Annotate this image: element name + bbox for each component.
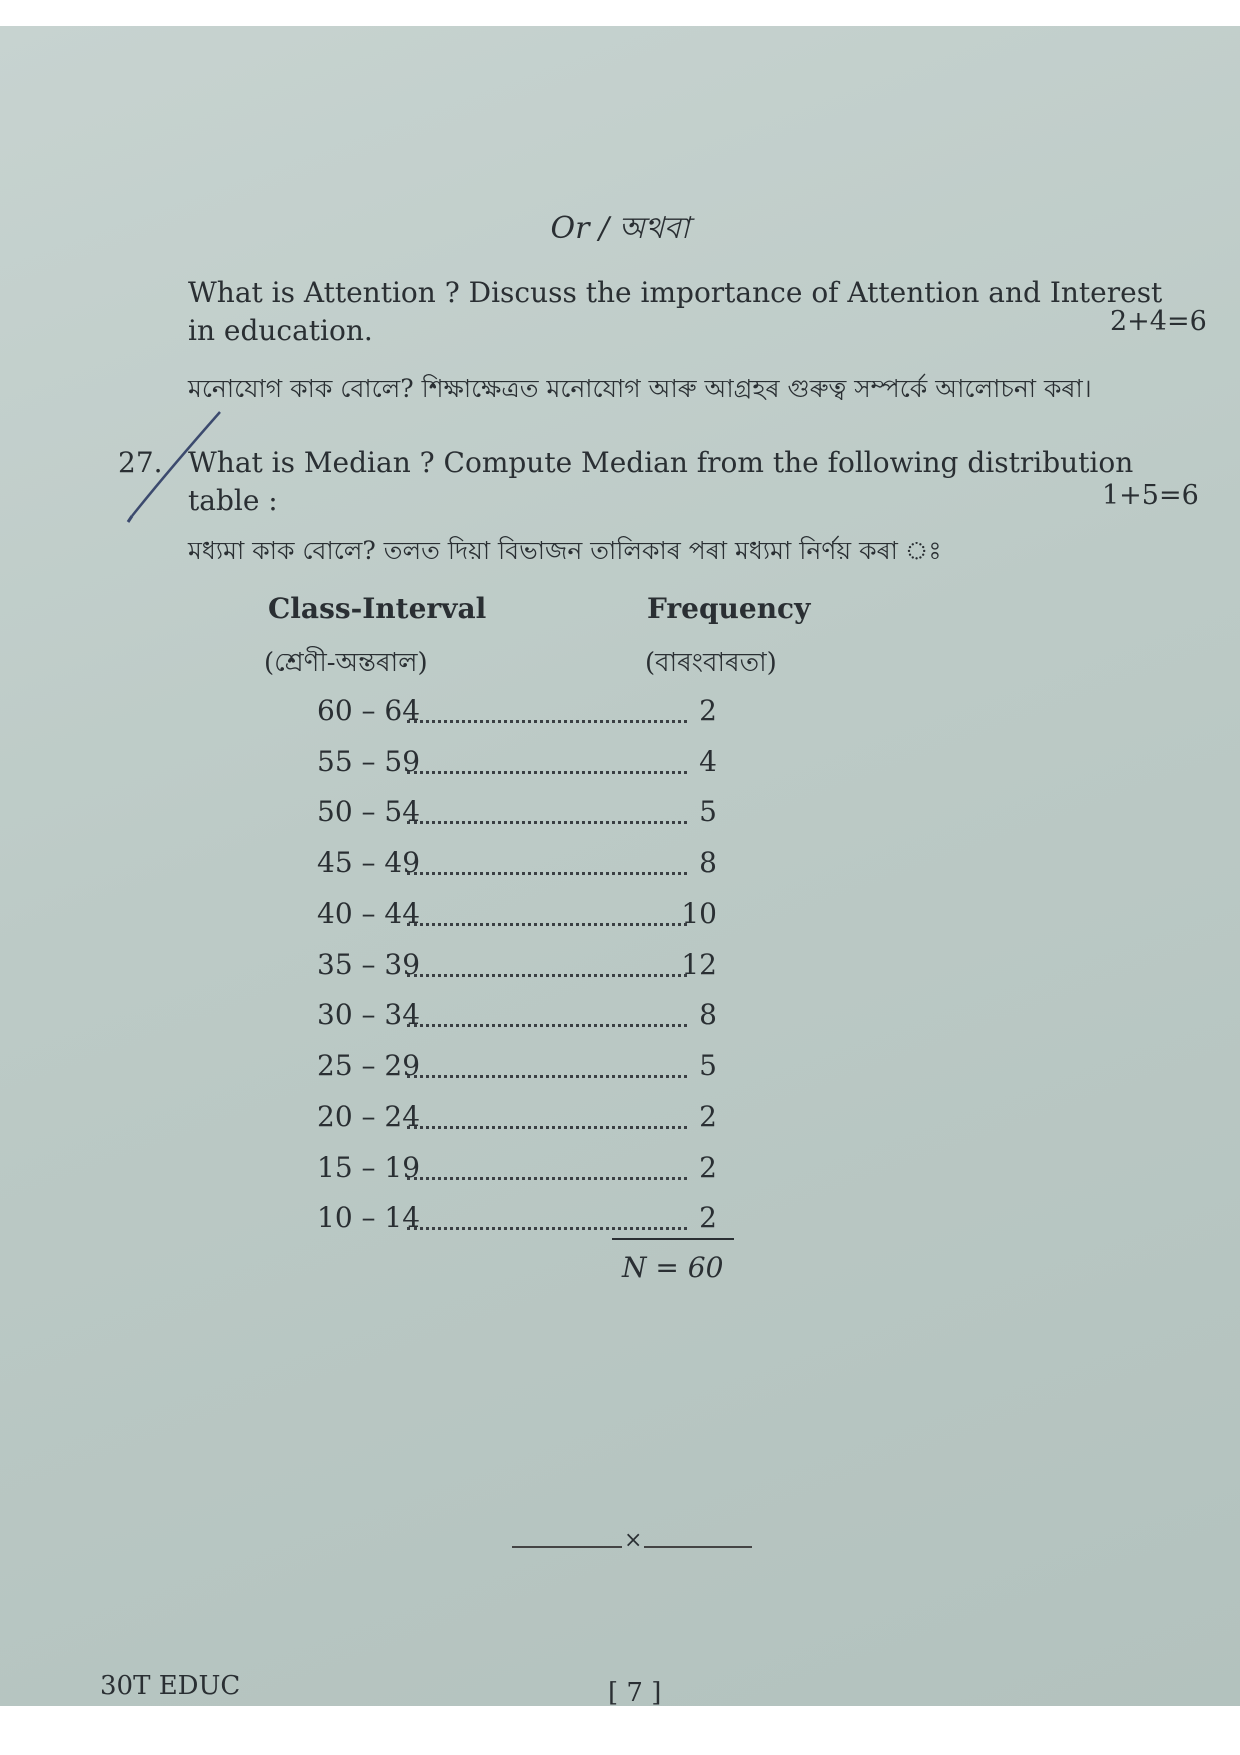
question-27-marks: 1+5=6 (1102, 480, 1199, 511)
or-heading: Or / অথবা (550, 211, 690, 246)
table-row (317, 795, 717, 835)
question-26-alt-assamese: মনোযোগ কাক বোলে? শিক্ষাক্ষেত্ৰত মনোযোগ আৰু আগ্ৰহৰ গুৰুত্ব সম্পৰ্কে আলোচনা কৰা। (188, 374, 1092, 403)
table-row (317, 1049, 717, 1089)
end-rule-left (512, 1546, 622, 1548)
frequency-value: 10 (681, 897, 717, 930)
frequency-value: 2 (699, 694, 717, 727)
dot-leader (407, 1227, 687, 1230)
frequency-value: 2 (699, 1201, 717, 1234)
question-27-number: 27. (118, 446, 163, 479)
dot-leader (407, 771, 687, 774)
table-row (317, 846, 717, 886)
dot-leader (407, 720, 687, 723)
dot-leader (407, 821, 687, 824)
frequency-value: 8 (699, 846, 717, 879)
total-frequency: N = 60 (622, 1251, 724, 1284)
table-row (317, 948, 717, 988)
question-26-alt-english: What is Attention ? Discuss the importance of Attention and Interest in education. (188, 276, 1163, 347)
table-row (317, 998, 717, 1038)
question-27-english: What is Median ? Compute Median from the following distribution table : (188, 446, 1134, 517)
page-number: [ 7 ] (608, 1678, 662, 1708)
end-of-paper-mark (512, 1528, 752, 1564)
frequency-value: 12 (681, 948, 717, 981)
class-interval: 40 – 44 (317, 897, 421, 930)
frequency-value: 5 (699, 1049, 717, 1082)
class-interval: 10 – 14 (317, 1201, 421, 1234)
header-frequency-assamese: (বাৰংবাৰতা) (645, 648, 777, 678)
table-row (317, 745, 717, 785)
paper-code: 30T EDUC (100, 1671, 241, 1701)
table-row (317, 897, 717, 937)
header-class-interval-assamese: (শ্ৰেণী-অন্তৰাল) (264, 648, 428, 678)
end-rule-right (644, 1546, 752, 1548)
header-frequency: Frequency (647, 592, 811, 625)
class-interval: 50 – 54 (317, 795, 421, 828)
frequency-value: 2 (699, 1151, 717, 1184)
table-row (317, 694, 717, 734)
class-interval: 35 – 39 (317, 948, 421, 981)
table-row (317, 1100, 717, 1140)
dot-leader (407, 872, 687, 875)
exam-page (0, 26, 1240, 1706)
table-row (317, 1151, 717, 1191)
dot-leader (407, 1126, 687, 1129)
dot-leader (407, 1024, 687, 1027)
dot-leader (407, 1177, 687, 1180)
frequency-value: 5 (699, 795, 717, 828)
dot-leader (407, 974, 687, 977)
class-interval: 60 – 64 (317, 694, 421, 727)
question-26-alt-marks: 2+4=6 (1110, 306, 1207, 337)
header-class-interval: Class-Interval (268, 592, 487, 625)
class-interval: 55 – 59 (317, 745, 421, 778)
question-27-assamese: মধ্যমা কাক বোলে? তলত দিয়া বিভাজন তালিকাৰ পৰা মধ্যমা নিৰ্ণয় কৰা ঃ (188, 536, 942, 565)
dot-leader (407, 1075, 687, 1078)
class-interval: 25 – 29 (317, 1049, 421, 1082)
class-interval: 45 – 49 (317, 846, 421, 879)
frequency-value: 4 (699, 745, 717, 778)
total-rule (612, 1238, 734, 1240)
table-row (317, 1201, 717, 1241)
class-interval: 15 – 19 (317, 1151, 421, 1184)
class-interval: 30 – 34 (317, 998, 421, 1031)
frequency-value: 8 (699, 998, 717, 1031)
class-interval: 20 – 24 (317, 1100, 421, 1133)
end-cross: × (624, 1528, 643, 1553)
frequency-value: 2 (699, 1100, 717, 1133)
dot-leader (407, 923, 687, 926)
